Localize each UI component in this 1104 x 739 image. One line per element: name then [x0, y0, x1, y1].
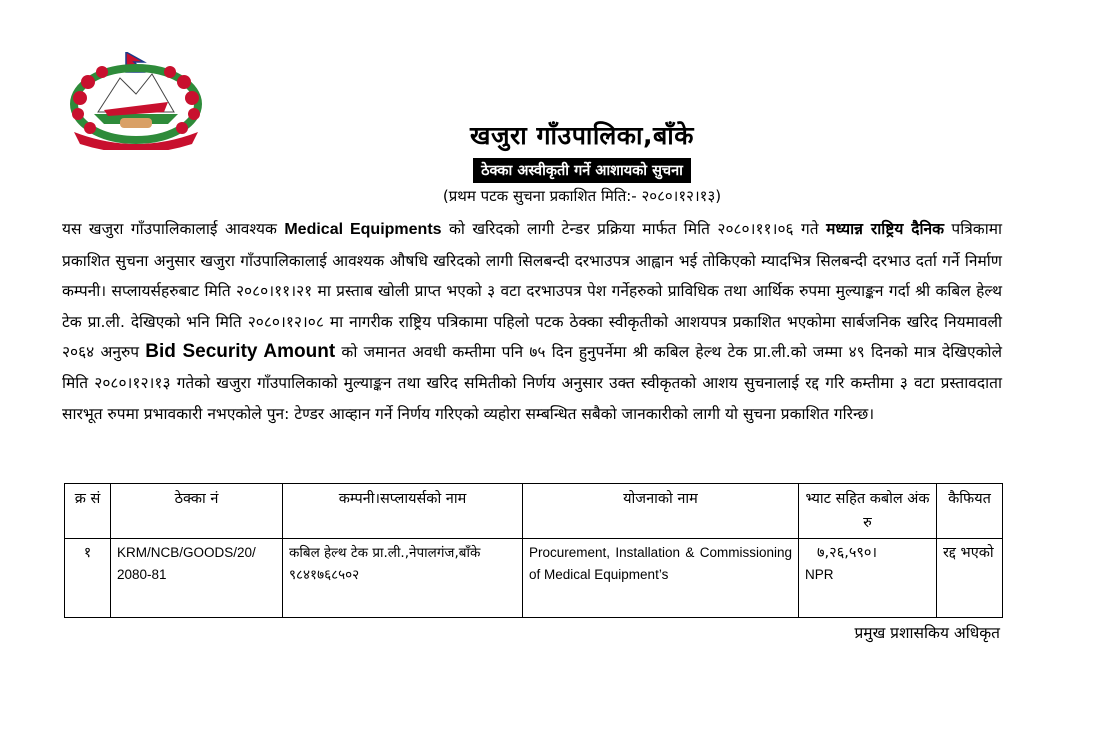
- table-header-row: [65, 484, 1003, 539]
- amount-value: ७,२६,५९०।: [817, 545, 877, 561]
- header-project: योजनाको नाम: [523, 484, 799, 539]
- published-date: (प्रथम पटक सुचना प्रकाशित मिति:- २०८०।१२।१३): [442, 187, 722, 205]
- body-bold-newspaper: मध्यान्न राष्ट्रिय दैनिक: [826, 220, 944, 238]
- table-row: [65, 539, 1003, 618]
- body-bold-bid-security: Bid Security Amount: [145, 341, 336, 363]
- cell-project: Procurement, Installation & Commissioning of Medical Equipment’s: [523, 539, 799, 618]
- header-amount: भ्याट सहित कबोल अंक रु: [799, 484, 937, 539]
- header-sn: क्र सं: [65, 484, 111, 539]
- cell-contract-no: KRM/NCB/GOODS/20/ 2080-81: [111, 539, 283, 618]
- body-text-3: पत्रिकामा प्रकाशित सुचना अनुसार खजुरा गाँउपालिकालाई आवश्यक औषधि खरिदको लागी सिलबन्दी दरभाउपत्र आह्वान भई तोकिएको म्यादभित्र सिलबन्दी दरभाउ दर्ता गर्ने निर्माण कम्पनी। सप्लायर्सहरुबाट मिति २०८०।११।२१ मा प्रस्ताब खोली प्राप्त भएको ३ वटा दरभाउपत्र पेश गर्नेहरुको प्राविधिक तथा आर्थिक रुपमा मुल्याङ्कन गर्दा श्री कबिल हेल्थ टेक प्रा.ली. देखिएको भनि मिति २०८०।१२।०८ मा नागरीक राष्ट्रिय पत्रिकामा पहिलो पटक ठेक्का स्वीकृतीको आशयपत्र प्रकाशित भएकोमा सार्बजनिक खरिद नियमावली २०६४ अनुरुप: [62, 220, 1003, 362]
- subtitle-wrap: [0, 158, 1104, 183]
- signature-title: प्रमुख प्रशासकिय अधिकृत: [854, 624, 1000, 642]
- cell-amount: [799, 539, 937, 618]
- cell-remarks: रद्द भएको: [937, 539, 1003, 618]
- body-text-2: को खरिदको लागी टेन्डर प्रक्रिया मार्फत मिति २०८०।११।०६ गते: [441, 220, 827, 238]
- body-bold-medical-equipments: Medical Equipments: [284, 221, 442, 238]
- header-remarks: कैफियत: [937, 484, 1003, 539]
- tender-table: [64, 483, 1003, 618]
- cell-sn: १: [65, 539, 111, 618]
- amount-currency: NPR: [805, 567, 834, 582]
- cell-company: कबिल हेल्थ टेक प्रा.ली.,नेपालगंज,बाँके ९८४१७६८५०२: [283, 539, 523, 618]
- page-title: खजुरा गाँउपालिका,बाँके: [470, 121, 694, 150]
- body-text-1: यस खजुरा गाँउपालिकालाई आवश्यक: [62, 220, 285, 238]
- notice-body: [62, 214, 1002, 429]
- header-contract-no: ठेक्का नं: [111, 484, 283, 539]
- header-company: कम्पनी।सप्लायर्सको नाम: [283, 484, 523, 539]
- body-text-4: को जमानत अवधी कम्तीमा पनि ७५ दिन हुनुपर्नेमा श्री कबिल हेल्थ टेक प्रा.ली.को जम्मा ४९ दिनको मात्र देखिएकोले मिति २०८०।१२।१३ गतेको खजुरा गाँउपालिकाको मुल्याङ्कन तथा खरिद समितीको निर्णय अनुसार उक्त स्वीकृतको आशय सुचनालाई रद्द गरि कम्तीमा ३ वटा प्रस्तावदाता सारभूत रुपमा प्रभावकारी नभएकोले पुन: टेण्डर आव्हान गर्ने निर्णय गरिएको व्यहोरा सम्बन्धित सबैको जानकारीको लागी यो सुचना प्रकाशित गरिन्छ।: [62, 343, 1003, 423]
- notice-subtitle: ठेक्का अस्वीकृती गर्ने आशायको सुचना: [473, 158, 691, 183]
